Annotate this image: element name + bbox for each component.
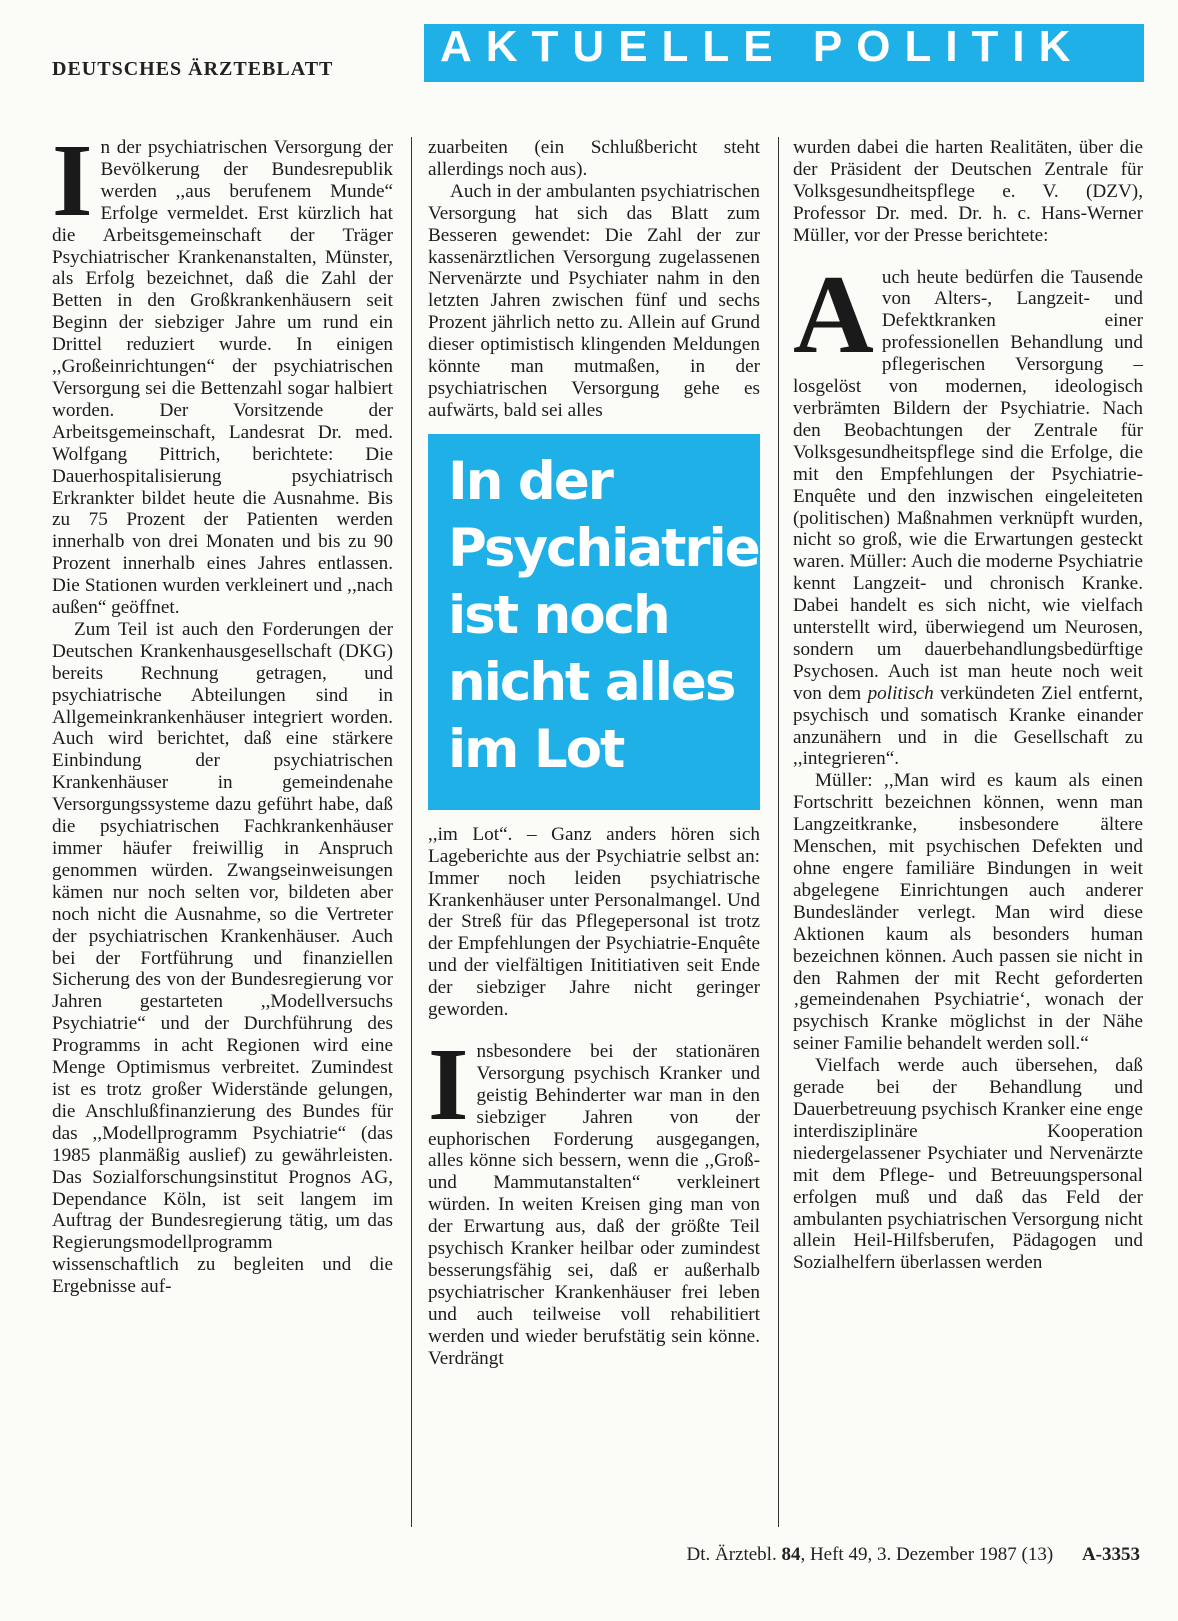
paragraph: Vielfach werde auch übersehen, daß gerade bei der Behandlung und Dauerbetreuung psychisch Kranker eine enge interdisziplinäre Kooperation niedergelassener Psychiater und Nervenärzte mit dem Pflege- und Betreuungspersonal erfolgen muß und daß das Feld der ambulanten psychiatrischen Versorgung nicht allein Heil-Hilfsberufen, Pädagogen und Sozialhelfern überlassen werden	[793, 1055, 1143, 1274]
emphasis-text: politisch	[867, 682, 934, 704]
paragraph: Müller: ,,Man wird es kaum als einen Fortschritt bezeichnen können, wenn man Langzeitkranke, insbesondere ältere Menschen, mit psychischen Defekten und ohne engere familiäre Bindungen in weit abgelegene Einrichtungen auch anderer Bundesländer verlegt. Man wird diese Aktionen kaum als besonders human bezeichnen können. Auch passen sie nicht in den Rahmen der mit Recht geforderten ‚gemeindenahen Psychiatrie‘, wonach der psychisch Kranke möglichst in der Nähe seiner Familie behandelt werden soll.“	[793, 770, 1143, 1055]
masthead: DEUTSCHES ÄRZTEBLATT	[52, 58, 334, 80]
column-3	[793, 137, 1143, 1274]
drop-cap: A	[793, 252, 874, 377]
headline-line: In der	[448, 450, 612, 512]
column-rule	[411, 137, 412, 1527]
paragraph: Auch in der ambulanten psychiatrischen Versorgung hat sich das Blatt zum Besseren gewendet: Die Zahl der zur kassenärztlichen Versorgung zugelassenen Nervenärzte und Psychiater nahm in den letzten Jahren zwischen fünf und sechs Prozent jährlich netto zu. Allein auf Grund dieser optimistisch klingenden Meldungen könnte man mutmaßen, in der psychiatrischen Versorgung gehe es aufwärts, bald sei alles	[428, 180, 760, 421]
paragraph-text: verkündeten Ziel entfernt, psychisch und somatisch Kranke einander anzunähern und in die Gesellschaft zu ,,integrieren“.	[793, 682, 1143, 770]
section-banner: AKTUELLE POLITIK	[424, 24, 1144, 82]
volume-number: 84	[781, 1544, 801, 1565]
page-footer	[686, 1544, 1140, 1566]
column-rule	[778, 137, 779, 1527]
paragraph-text: nsbesondere bei der stationären Versorgung psychisch Kranker und geistig Behinderter war man in den siebziger Jahren von der euphorischen Forderung ausgegangen, alles könne sich bessern, wenn die ,,Groß- und Mammutanstalten“ verkleinert würden. In weiten Kreisen ging man von der Erwartung aus, daß der größte Teil psychisch Kranker heilbar oder zumindest besserungsfähig sei, daß er außerhalb psychiatrischer Krankenhäuser frei leben und auch teilweise voll rehabilitiert werden und wieder berufstätig sein könne. Verdrängt	[428, 1040, 760, 1369]
paragraph	[52, 123, 393, 619]
drop-cap: I	[428, 1026, 469, 1142]
paragraph: Zum Teil ist auch den Forderungen der Deutschen Krankenhausgesellschaft (DKG) bereits Rechnung getragen, und psychiatrische Abteilungen sind in Allgemeinkrankenhäuser integriert worden. Auch wird berichtet, daß eine stärkere Einbindung der psychiatrischen Krankenhäuser in gemeindenahe Versorgungssysteme dazu geführt habe, daß die psychiatrischen Fachkrankenhäuser immer häufer freiwillig in Anspruch genommen würden. Zwangseinweisungen kämen nur noch selten vor, bildeten aber noch nicht die Ausnahme, so die Vertreter der psychiatrischen Krankenhäuser. Auch bei der Fortführung und finanziellen Sicherung des von der Bundesregierung vor Jahren gestarteten ,,Modellversuchs Psychiatrie“ und der Durchführung des Programms in acht Regionen wird eine Menge Optimismus verbreitet. Zumindest ist es trotz großer Widerstände gelungen, die Anschlußfinanzierung des Bundes für das ,,Modellprogramm Psychiatrie“ (das 1985 planmäßig auslief) zu gewährleisten. Das Sozialforschungsinstitut Prognos AG, Dependance Köln, ist seit langem im Auftrag der Bundesregierung tätig, um das Regierungsmodellprogramm wissenschaftlich zu begleiten und die Ergebnisse auf-	[52, 618, 393, 1298]
page-number: A-3353	[1081, 1544, 1140, 1565]
paragraph: ,,im Lot“. – Ganz anders hören sich Lageberichte aus der Psychiatrie selbst an: Immer noch leiden psychiatrische Krankenhäuser unter Personalmangel. Und der Streß für das Pflegepersonal ist trotz der Empfehlungen der Psychiatrie-Enquête und der vielfältigen Inititiativen seit Ende der siebziger Jahre nicht geringer geworden.	[428, 823, 760, 1021]
issue-info: , Heft 49, 3. Dezember 1987 (13)	[800, 1544, 1054, 1565]
column-1	[52, 123, 393, 1298]
headline-line: im Lot	[448, 718, 624, 780]
headline-box	[428, 434, 760, 810]
paragraph-text: uch heute bedürfen die Tausende von Alters-, Langzeit- und Defektkranken einer professionellen Behandlung und pflegerischen Versorgung – losgelöst von modernen, ideologisch verbrämten Bildern der Psychiatrie. Nach den Beobachtungen der Zentrale für Volksgesundheitspflege sind die Erfolge, die mit den Empfehlungen der Psychiatrie-Enquête und den inzwischen eingeleiteten (politischen) Maßnahmen verknüpft wurden, nicht so groß, wie die Erwartungen gesteckt waren. Müller: Auch die moderne Psychiatrie kennt Langzeit- und chronisch Kranke. Dabei handelt es sich nicht, wie vielfach unterstellt wird, überwiegend um Neurosen, sondern um dauerbehandlungsbedürftige Psychosen. Auch ist man heute noch weit von dem	[793, 266, 1143, 704]
journal-name: Dt. Ärztebl.	[686, 1544, 777, 1565]
paragraph-text: n der psychiatrischen Versorgung der Bevölkerung der Bundesrepublik werden ,,aus berufenem Munde“ Erfolge vermeldet. Erst kürzlich hat die Arbeitsgemeinschaft der Träger Psychiatrischer Krankenanstalten, Münster, als Erfolg bezeichnet, daß die Zahl der Betten in den Großkrankenhäusern seit Beginn der siebziger Jahre um rund ein Drittel reduziert wurde. In einigen ,,Großeinrichtungen“ der psychiatrischen Versorgung sei die Bettenzahl sogar halbiert worden. Der Vorsitzende der Arbeitsgemeinschaft, Landesrat Dr. med. Wolfgang Pittrich, berichtete: Die Dauerhospitalisierung psychiatrisch Erkrankter bildet heute die Ausnahme. Bis zu 75 Prozent der Patienten werden innerhalb von drei Monaten und bis zu 90 Prozent innerhalb eines Jahres entlassen. Die Stationen wurden verkleinert und ,,nach außen“ geöffnet.	[52, 137, 393, 619]
paragraph	[428, 1026, 760, 1370]
column-2	[428, 137, 760, 1370]
headline-line: Psychiatrie	[448, 517, 759, 579]
headline-line: nicht alles	[448, 651, 735, 713]
drop-cap: I	[52, 123, 93, 238]
paragraph: wurden dabei die harten Realitäten, über die der Präsident der Deutschen Zentrale für Volksgesundheitspflege e. V. (DZV), Professor Dr. med. Dr. h. c. Hans-Werner Müller, vor der Presse berichtete:	[793, 137, 1143, 246]
paragraph	[793, 252, 1143, 771]
headline-line: ist noch	[448, 584, 669, 646]
paragraph: zuarbeiten (ein Schlußbericht steht allerdings noch aus).	[428, 137, 760, 180]
